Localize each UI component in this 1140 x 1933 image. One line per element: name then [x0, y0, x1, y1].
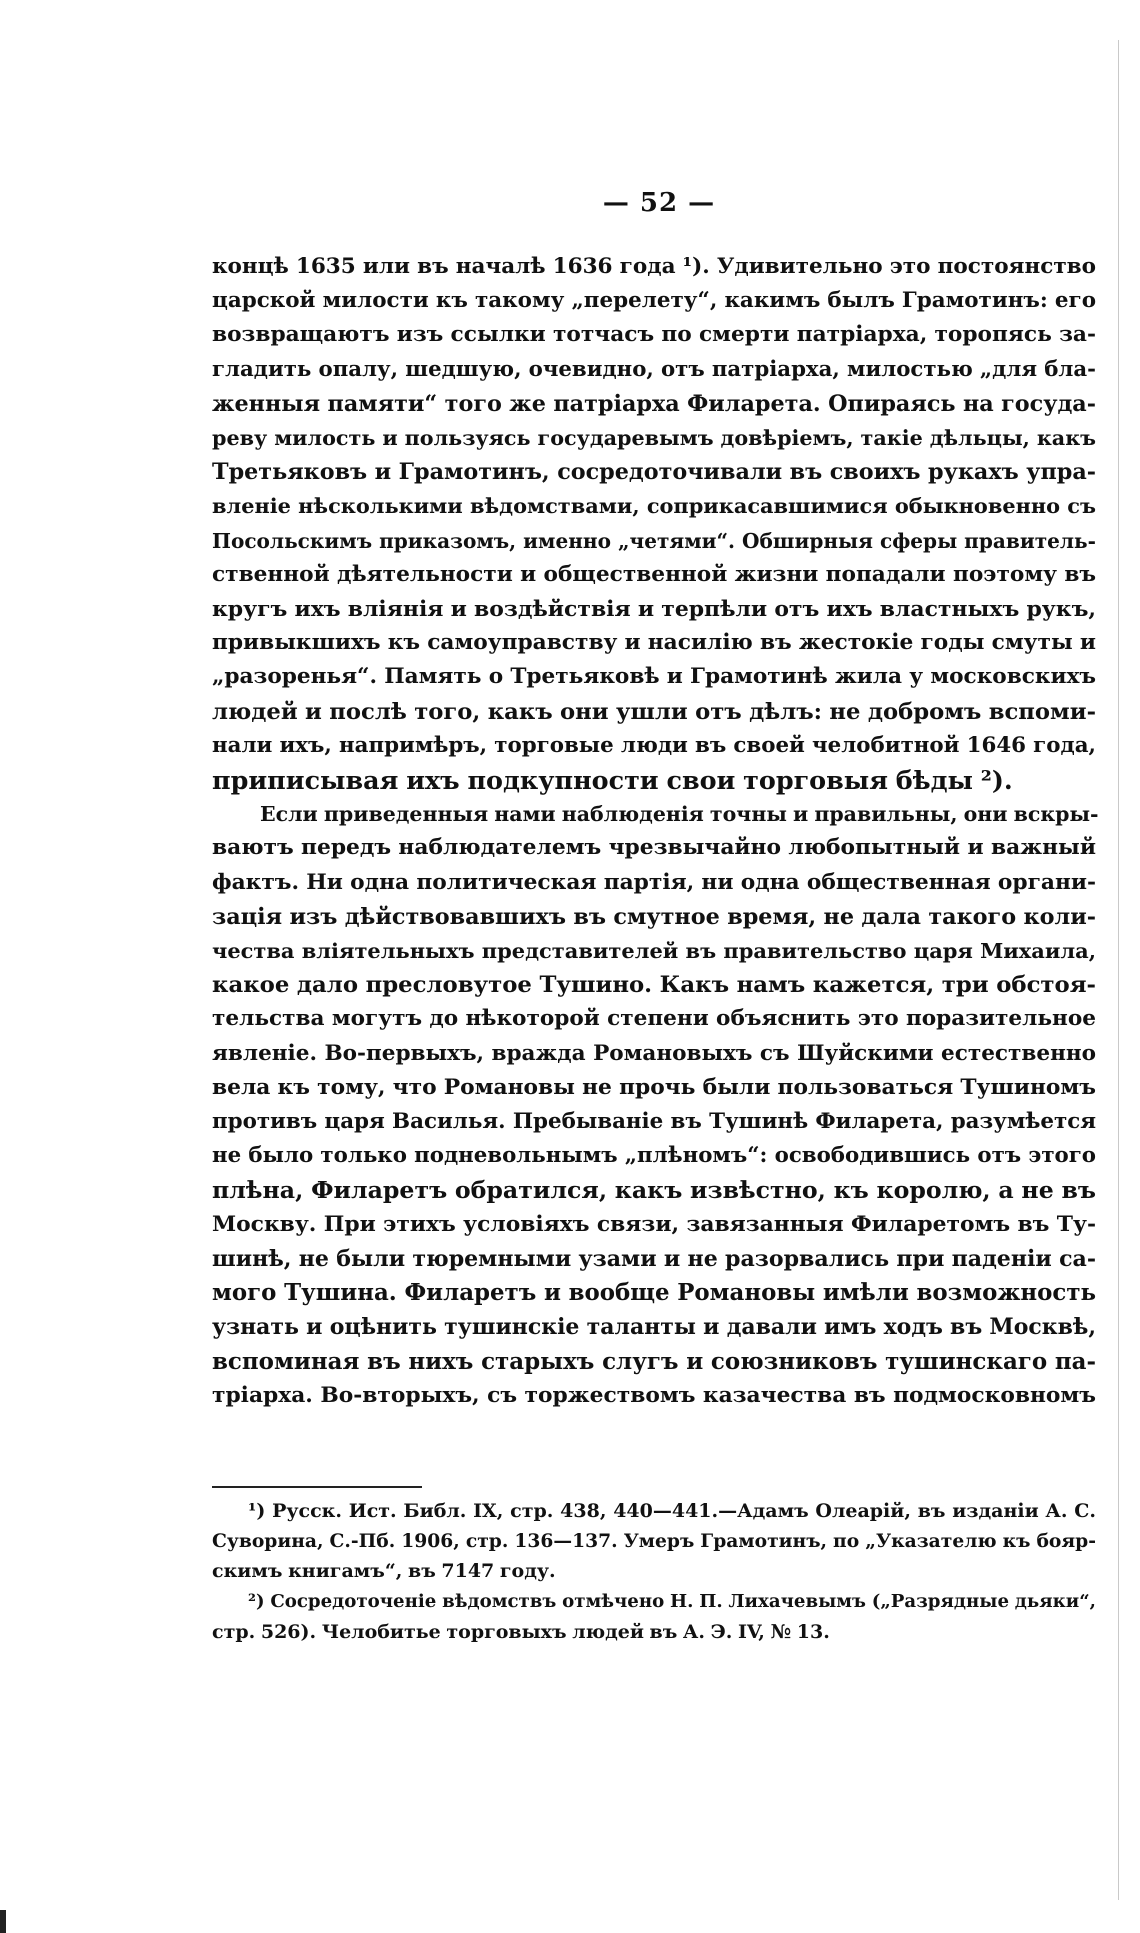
text-line: кругъ ихъ вліянія и воздѣйствія и терпѣли отъ ихъ властныхъ рукъ,: [212, 596, 1096, 623]
footnote-line: скимъ книгамъ“, въ 7147 году.: [212, 1560, 556, 1583]
text-line: Москву. При этихъ условіяхъ связи, завязанныя Филаретомъ въ Ту-: [212, 1211, 1096, 1237]
text-line: приписывая ихъ подкупности свои торговыя бѣды ²).: [212, 765, 1013, 796]
footnote-line: ²) Сосредоточеніе вѣдомствъ отмѣчено Н. П. Лихачевымъ („Разрядные дьяки“,: [248, 1590, 1096, 1612]
text-line: зація изъ дѣйствовавшихъ въ смутное время, не дала такого коли-: [212, 903, 1096, 930]
text-line: людей и послѣ того, какъ они ушли отъ дѣлъ: не добромъ вспоми-: [212, 698, 1096, 725]
text-line: вела къ тому, что Романовы не прочь были пользоваться Тушиномъ: [212, 1074, 1096, 1100]
paragraph: [212, 250, 1096, 797]
footnote-separator: [212, 1486, 422, 1488]
text-line: не было только подневольнымъ „плѣномъ“: освободившись отъ этого: [212, 1143, 1096, 1169]
text-line: Если приведенныя нами наблюденія точны и правильны, они вскры-: [260, 802, 1099, 827]
text-line: женныя памяти“ того же патріарха Филарета. Опираясь на госуда-: [212, 390, 1096, 417]
text-line: тріарха. Во-вторыхъ, съ торжествомъ казачества въ подмосковномъ: [212, 1382, 1096, 1408]
text-line: царской милости къ такому „перелету“, какимъ былъ Грамотинъ: его: [212, 288, 1096, 314]
text-line: возвращаютъ изъ ссылки тотчасъ по смерти патріарха, торопясь за-: [212, 322, 1096, 348]
text-line: гладить опалу, шедшую, очевидно, отъ патріарха, милостью „для бла-: [212, 356, 1096, 382]
text-line: Посольскимъ приказомъ, именно „четями“. Обширныя сферы правитель-: [212, 528, 1096, 553]
text-line: Третьяковъ и Грамотинъ, сосредоточивали въ своихъ рукахъ упра-: [212, 459, 1096, 486]
text-line: явленіе. Во-первыхъ, вражда Романовыхъ съ Шуйскими естественно: [212, 1040, 1096, 1066]
text-line: нали ихъ, напримѣръ, торговые люди въ своей челобитной 1646 года,: [212, 732, 1096, 758]
text-line: плѣна, Филаретъ обратился, какъ извѣстно, къ королю, а не въ: [212, 1176, 1096, 1205]
text-line: концѣ 1635 или въ началѣ 1636 года ¹). Удивительно это постоянство: [212, 254, 1096, 279]
text-line: узнать и оцѣнить тушинскіе таланты и давали имъ ходъ въ Москвѣ,: [212, 1314, 1096, 1341]
footnotes: [212, 1496, 1096, 1647]
footnote-line: Суворина, С.-Пб. 1906, стр. 136—137. Умеръ Грамотинъ, по „Указателю къ бояр-: [212, 1530, 1096, 1553]
text-line: вленіе нѣсколькими вѣдомствами, соприкасавшимися обыкновенно съ: [212, 493, 1096, 519]
text-line: чества вліятельныхъ представителей въ правительство царя Михаила,: [212, 938, 1096, 964]
text-line: фактъ. Ни одна политическая партія, ни одна общественная органи-: [212, 869, 1096, 895]
text-line: ваютъ передъ наблюдателемъ чрезвычайно любопытный и важный: [212, 835, 1096, 861]
text-line: реву милость и пользуясь государевымъ довѣріемъ, такіе дѣльцы, какъ: [212, 426, 1096, 451]
text-line: противъ царя Василья. Пребываніе въ Тушинѣ Филарета, разумѣется: [212, 1109, 1096, 1135]
text-line: вспоминая въ нихъ старыхъ слугъ и союзниковъ тушинскаго па-: [212, 1347, 1096, 1375]
text-line: мого Тушина. Филаретъ и вообще Романовы имѣли возможность: [212, 1280, 1096, 1307]
text-line: „разоренья“. Память о Третьяковѣ и Грамотинѣ жила у московскихъ: [212, 664, 1096, 690]
footnote-line: ¹) Русск. Ист. Библ. IX, стр. 438, 440—441.—Адамъ Олеарій, въ изданіи А. С.: [248, 1500, 1096, 1522]
text-line: какое дало пресловутое Тушино. Какъ намъ кажется, три обстоя-: [212, 972, 1096, 999]
paragraph: [212, 797, 1099, 1413]
footnote-1: [212, 1496, 1096, 1587]
main-text: [212, 250, 1099, 1413]
text-line: привыкшихъ къ самоуправству и насилію въ жестокіе годы смуты и: [212, 630, 1096, 656]
text-line: тельства могутъ до нѣкоторой степени объяснить это поразительное: [212, 1006, 1096, 1032]
text-line: шинѣ, не были тюремными узами и не разорвались при паденіи са-: [212, 1245, 1096, 1272]
page-number: — 52 —: [602, 188, 716, 218]
scan-edge-mark: [0, 1910, 6, 1933]
footnote-2: [212, 1587, 1096, 1647]
footnote-line: стр. 526). Челобитье торговыхъ людей въ А. Э. IV, № 13.: [212, 1620, 830, 1643]
text-line: ственной дѣятельности и общественной жизни попадали поэтому въ: [212, 561, 1096, 587]
page-edge-divider: [1118, 40, 1119, 1900]
